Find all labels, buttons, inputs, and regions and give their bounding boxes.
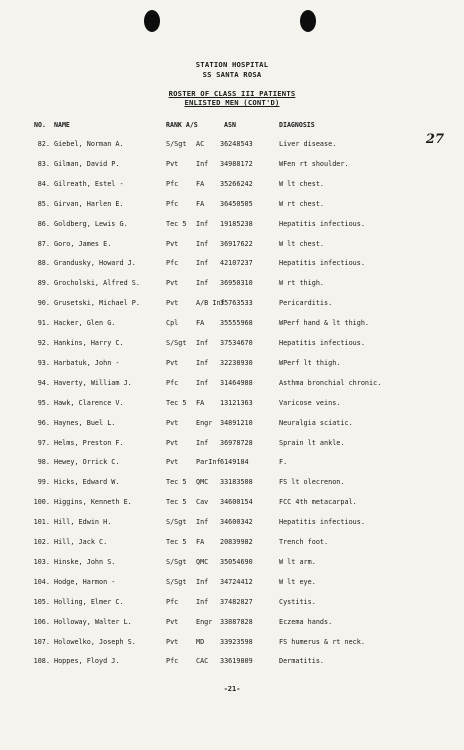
row-number: 82.: [37, 140, 50, 148]
rank: Pvt: [166, 299, 179, 308]
rank: S/Sgt: [166, 140, 187, 148]
diagnosis: Dermatitis.: [279, 657, 325, 666]
patient-name: Giebel, Norman A.: [54, 140, 124, 148]
patient-name: Hicks, Edward W.: [54, 478, 120, 487]
serial-number: 35555968: [220, 319, 253, 328]
patient-name: Hill, Jack C.: [54, 538, 108, 546]
row-number: 92.: [37, 339, 50, 347]
diagnosis: Eczema hands.: [279, 617, 333, 626]
rank: S/Sgt: [166, 518, 187, 527]
patient-name: Hacker, Glen G.: [54, 319, 116, 328]
col-header-name: NAME: [54, 121, 70, 129]
row-number: 96.: [37, 418, 50, 427]
serial-number: 34891210: [220, 418, 253, 427]
table-row: [0, 180, 464, 192]
rank: Pfc: [166, 378, 179, 387]
row-number: 97.: [37, 438, 50, 447]
serial-number: 19185238: [220, 219, 253, 228]
row-number: 106.: [33, 617, 50, 626]
serial-number: 33183508: [220, 478, 253, 487]
serial-number: 35266242: [220, 179, 253, 188]
arm-of-service: Inf: [196, 159, 209, 168]
diagnosis: Asthma bronchial chronic.: [279, 378, 382, 387]
arm-of-service: A/B Inf: [196, 299, 225, 308]
arm-of-service: Inf: [196, 239, 209, 248]
diagnosis: Hepatitis infectious.: [279, 259, 365, 268]
arm-of-service: FA: [196, 319, 205, 328]
row-number: 105.: [33, 597, 50, 606]
col-header-diagnosis: DIAGNOSIS: [279, 121, 315, 129]
arm-of-service: Inf: [196, 358, 209, 367]
rank: Pvt: [166, 358, 179, 367]
diagnosis: Cystitis.: [279, 597, 316, 606]
rank: Pvt: [166, 159, 179, 168]
serial-number: 33619809: [220, 657, 253, 666]
table-row: [0, 140, 464, 152]
table-row: [0, 299, 464, 311]
arm-of-service: Inf: [196, 577, 209, 586]
rank: Pfc: [166, 259, 179, 268]
punch-hole-right: [300, 10, 316, 32]
arm-of-service: Inf: [196, 279, 209, 288]
arm-of-service: FA: [196, 179, 205, 188]
patient-name: Hoppes, Floyd J.: [54, 657, 120, 666]
serial-number: 34600154: [220, 498, 253, 507]
patient-name: Haverty, William J.: [54, 378, 132, 387]
arm-of-service: ParInf: [196, 458, 221, 467]
rank: Pvt: [166, 458, 179, 467]
diagnosis: FS lt olecrenon.: [279, 478, 345, 487]
rank: Pvt: [166, 418, 179, 427]
diagnosis: W rt thigh.: [279, 279, 325, 288]
arm-of-service: FA: [196, 538, 205, 546]
table-row: [0, 538, 464, 550]
row-number: 95.: [37, 398, 50, 407]
diagnosis: WPerf hand & lt thigh.: [279, 319, 370, 328]
row-number: 88.: [37, 259, 50, 268]
patient-name: Hewey, Orrick C.: [54, 458, 120, 467]
table-row: [0, 458, 464, 470]
rank: Tec 5: [166, 398, 187, 407]
rank: Pvt: [166, 637, 179, 646]
col-header-no: NO.: [34, 121, 46, 129]
serial-number: 20839982: [220, 538, 253, 546]
row-number: 99.: [37, 478, 50, 487]
arm-of-service: Inf: [196, 438, 209, 447]
table-row: [0, 359, 464, 371]
rank: Pfc: [166, 657, 179, 666]
diagnosis: W lt eye.: [279, 577, 316, 586]
diagnosis: W lt chest.: [279, 239, 325, 248]
header-station: STATION HOSPITAL: [195, 60, 269, 69]
arm-of-service: AC: [196, 140, 205, 148]
patient-name: Hawk, Clarence V.: [54, 398, 124, 407]
serial-number: 37482827: [220, 597, 253, 606]
row-number: 85.: [37, 199, 50, 208]
serial-number: 42107237: [220, 259, 253, 268]
patient-name: Grocholski, Alfred S.: [54, 279, 140, 288]
table-row: [0, 657, 464, 669]
handwritten-page-number: 27: [425, 132, 444, 147]
patient-name: Grandusky, Howard J.: [54, 259, 136, 268]
serial-number: 37534670: [220, 339, 253, 347]
table-row: [0, 618, 464, 630]
patient-name: Holowelko, Joseph S.: [54, 637, 136, 646]
col-header-asn: ASN: [224, 121, 236, 129]
arm-of-service: Engr: [196, 418, 213, 427]
table-row: [0, 240, 464, 252]
patient-name: Gilman, David P.: [54, 159, 120, 168]
diagnosis: FCC 4th metacarpal.: [279, 498, 357, 507]
table-row: [0, 279, 464, 291]
diagnosis: W rt chest.: [279, 199, 325, 208]
serial-number: 36950310: [220, 279, 253, 288]
diagnosis: Liver disease.: [279, 140, 337, 148]
table-row: [0, 478, 464, 490]
patient-name: Girvan, Harlen E.: [54, 199, 124, 208]
diagnosis: Hepatitis infectious.: [279, 518, 365, 527]
row-number: 107.: [33, 637, 50, 646]
table-row: [0, 419, 464, 431]
serial-number: 6149184: [220, 458, 249, 467]
row-number: 87.: [37, 239, 50, 248]
patient-name: Higgins, Kenneth E.: [54, 498, 132, 507]
row-number: 83.: [37, 159, 50, 168]
table-row: [0, 598, 464, 610]
row-number: 102.: [33, 538, 50, 546]
table-row: [0, 578, 464, 590]
rank: Tec 5: [166, 498, 187, 507]
diagnosis: F.: [279, 458, 288, 467]
col-header-rank-as: RANK A/S: [166, 121, 198, 129]
patient-name: Helms, Preston F.: [54, 438, 124, 447]
rank: Pfc: [166, 179, 179, 188]
serial-number: 31464988: [220, 378, 253, 387]
table-row: [0, 498, 464, 510]
table-row: [0, 638, 464, 650]
patient-name: Goro, James E.: [54, 239, 112, 248]
diagnosis: WPerf lt thigh.: [279, 358, 341, 367]
header-enlisted: ENLISTED MEN (CONT'D): [184, 98, 280, 107]
arm-of-service: Engr: [196, 617, 213, 626]
serial-number: 33923598: [220, 637, 253, 646]
patient-name: Holloway, Walter L.: [54, 617, 132, 626]
table-row: [0, 339, 464, 351]
arm-of-service: FA: [196, 398, 205, 407]
row-number: 104.: [33, 577, 50, 586]
row-number: 100.: [33, 498, 50, 507]
arm-of-service: Inf: [196, 378, 209, 387]
serial-number: 36978728: [220, 438, 253, 447]
patient-name: Goldberg, Lewis G.: [54, 219, 128, 228]
patient-name: Haynes, Buel L.: [54, 418, 116, 427]
arm-of-service: CAC: [196, 657, 209, 666]
rank: Tec 5: [166, 219, 187, 228]
diagnosis: Pericarditis.: [279, 299, 333, 308]
serial-number: 35054690: [220, 557, 253, 566]
arm-of-service: Inf: [196, 597, 209, 606]
arm-of-service: QMC: [196, 478, 209, 487]
rank: Pfc: [166, 199, 179, 208]
row-number: 93.: [37, 358, 50, 367]
serial-number: 36450505: [220, 199, 253, 208]
patient-name: Hankins, Harry C.: [54, 339, 124, 347]
rank: Tec 5: [166, 478, 187, 487]
row-number: 94.: [37, 378, 50, 387]
diagnosis: Trench foot.: [279, 538, 329, 546]
row-number: 84.: [37, 179, 50, 188]
table-row: [0, 379, 464, 391]
serial-number: 34724412: [220, 577, 253, 586]
row-number: 103.: [33, 557, 50, 566]
rank: Cpl: [166, 319, 179, 328]
serial-number: 33887828: [220, 617, 253, 626]
patient-name: Hodge, Harmon -: [54, 577, 116, 586]
rank: S/Sgt: [166, 577, 187, 586]
header-ship: SS SANTA ROSA: [202, 70, 262, 79]
serial-number: 32238930: [220, 358, 253, 367]
arm-of-service: MD: [196, 637, 205, 646]
row-number: 108.: [33, 657, 50, 666]
diagnosis: WFen rt shoulder.: [279, 159, 349, 168]
rank: S/Sgt: [166, 557, 187, 566]
table-row: [0, 220, 464, 232]
table-row: [0, 259, 464, 271]
diagnosis: Hepatitis infectious.: [279, 219, 365, 228]
diagnosis: Sprain lt ankle.: [279, 438, 345, 447]
row-number: 86.: [37, 219, 50, 228]
patient-name: Grusetski, Michael P.: [54, 299, 140, 308]
diagnosis: Neuralgia sciatic.: [279, 418, 353, 427]
serial-number: 36248543: [220, 140, 253, 148]
rank: Pvt: [166, 438, 179, 447]
patient-name: Holling, Elmer C.: [54, 597, 124, 606]
row-number: 98.: [37, 458, 50, 467]
rank: Pfc: [166, 597, 179, 606]
arm-of-service: Inf: [196, 518, 209, 527]
arm-of-service: QMC: [196, 557, 209, 566]
table-row: [0, 319, 464, 331]
rank: Pvt: [166, 279, 179, 288]
arm-of-service: FA: [196, 199, 205, 208]
arm-of-service: Inf: [196, 339, 209, 347]
table-row: [0, 200, 464, 212]
serial-number: 35763533: [220, 299, 253, 308]
arm-of-service: Cav: [196, 498, 209, 507]
rank: S/Sgt: [166, 339, 187, 347]
row-number: 90.: [37, 299, 50, 308]
table-row: [0, 399, 464, 411]
table-row: [0, 558, 464, 570]
arm-of-service: Inf: [196, 219, 209, 228]
diagnosis: W lt chest.: [279, 179, 325, 188]
patient-name: Harbatuk, John -: [54, 358, 120, 367]
page-footer: -21-: [223, 685, 241, 693]
diagnosis: FS humerus & rt neck.: [279, 637, 365, 646]
rank: Pvt: [166, 239, 179, 248]
diagnosis: Varicose veins.: [279, 398, 341, 407]
row-number: 101.: [33, 518, 50, 527]
serial-number: 13121363: [220, 398, 253, 407]
table-row: [0, 439, 464, 451]
table-row: [0, 518, 464, 530]
serial-number: 36917622: [220, 239, 253, 248]
punch-hole-left: [144, 10, 160, 32]
row-number: 89.: [37, 279, 50, 288]
rank: Pvt: [166, 617, 179, 626]
row-number: 91.: [37, 319, 50, 328]
diagnosis: Hepatitis infectious.: [279, 339, 365, 347]
table-row: [0, 160, 464, 172]
patient-name: Hinske, John S.: [54, 557, 116, 566]
serial-number: 34988172: [220, 159, 253, 168]
patient-name: Gilreath, Estel -: [54, 179, 124, 188]
patient-name: Hill, Edwin H.: [54, 518, 112, 527]
header-roster: ROSTER OF CLASS III PATIENTS: [168, 89, 296, 98]
serial-number: 34600342: [220, 518, 253, 527]
rank: Tec 5: [166, 538, 187, 546]
arm-of-service: Inf: [196, 259, 209, 268]
diagnosis: W lt arm.: [279, 557, 316, 566]
